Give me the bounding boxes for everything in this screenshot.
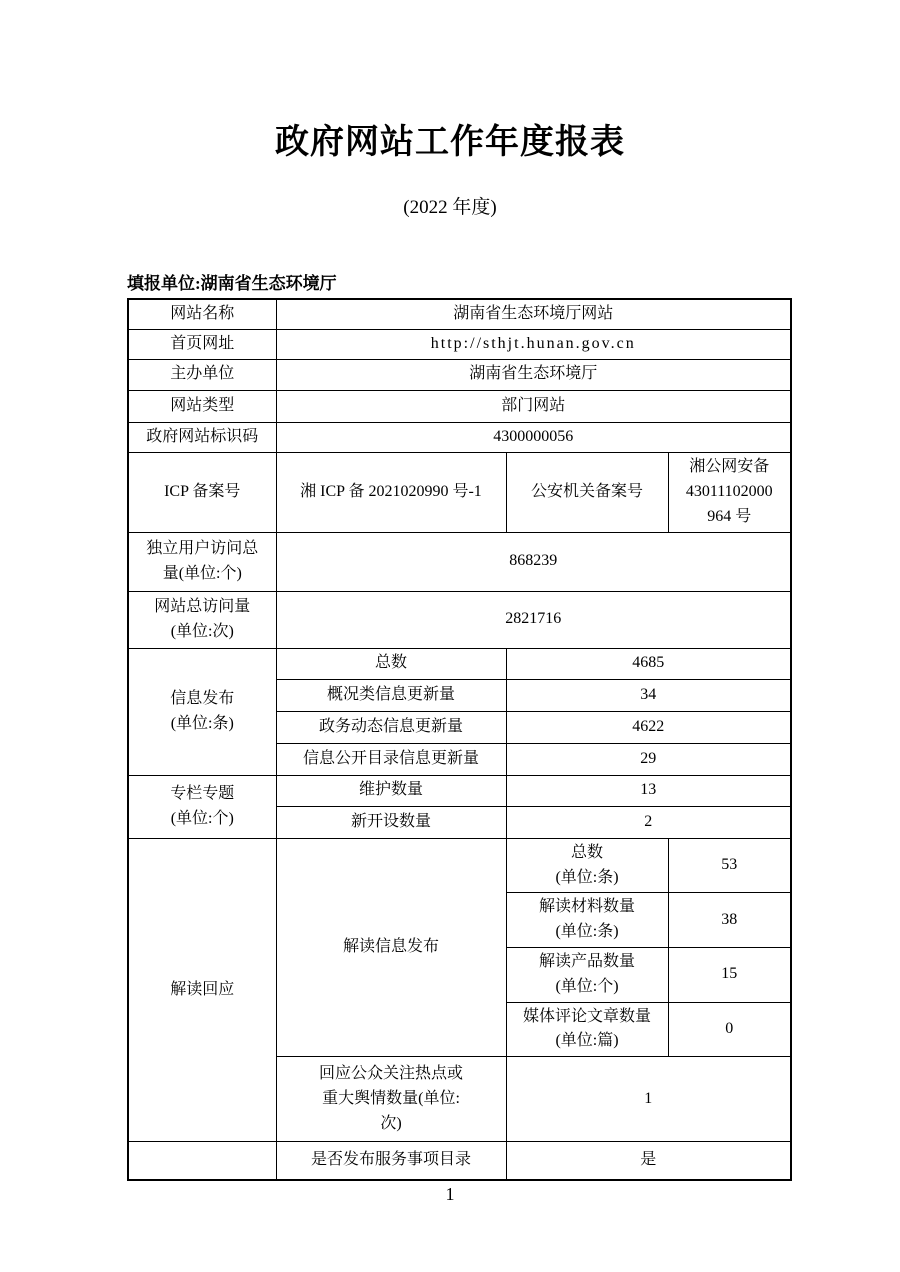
gov-news-updates-value: 4622	[506, 711, 791, 743]
gov-news-updates-label: 政务动态信息更新量	[276, 711, 506, 743]
table-row	[128, 1142, 791, 1180]
total-visits-label: 网站总访问量 (单位:次)	[128, 591, 276, 648]
sponsor-unit-value: 湖南省生态环境厅	[276, 359, 791, 390]
table-row	[128, 591, 791, 648]
overview-updates-label: 概况类信息更新量	[276, 679, 506, 711]
hotspot-response-value: 1	[506, 1057, 791, 1142]
interpretation-materials-label: 解读材料数量 (单位:条)	[506, 893, 668, 948]
website-type-value: 部门网站	[276, 390, 791, 422]
website-name-value: 湖南省生态环境厅网站	[276, 299, 791, 329]
interpretation-publish-label: 解读信息发布	[276, 838, 506, 1056]
website-name-label: 网站名称	[128, 299, 276, 329]
homepage-url-label: 首页网址	[128, 329, 276, 359]
website-type-label: 网站类型	[128, 390, 276, 422]
maintained-columns-label: 维护数量	[276, 775, 506, 806]
site-id-code-label: 政府网站标识码	[128, 422, 276, 452]
unique-visitors-label: 独立用户访问总 量(单位:个)	[128, 532, 276, 591]
table-row	[128, 299, 791, 329]
table-row	[128, 452, 791, 532]
interpretation-materials-value: 38	[668, 893, 791, 948]
service-catalog-value: 是	[506, 1142, 791, 1180]
interpretation-total-label: 总数 (单位:条)	[506, 838, 668, 893]
hotspot-response-label: 回应公众关注热点或 重大舆情数量(单位: 次)	[276, 1057, 506, 1142]
table-row	[128, 775, 791, 806]
maintained-columns-value: 13	[506, 775, 791, 806]
icp-license-value: 湘 ICP 备 2021020990 号-1	[276, 452, 506, 532]
media-commentary-label: 媒体评论文章数量 (单位:篇)	[506, 1002, 668, 1057]
disclosure-directory-updates-value: 29	[506, 743, 791, 775]
info-publish-group-label: 信息发布 (单位:条)	[128, 648, 276, 775]
interpretation-group-label: 解读回应	[128, 838, 276, 1141]
annual-report-table	[127, 298, 792, 1181]
page-number: 1	[445, 1184, 455, 1204]
special-columns-group-label: 专栏专题 (单位:个)	[128, 775, 276, 838]
police-license-value: 湘公网安备 43011102000 964 号	[668, 452, 791, 532]
table-row	[128, 422, 791, 452]
total-visits-value: 2821716	[276, 591, 791, 648]
table-row	[128, 532, 791, 591]
page-subtitle: (2022 年度)	[403, 197, 497, 218]
interpretation-products-label: 解读产品数量 (单位:个)	[506, 947, 668, 1002]
icp-license-label: ICP 备案号	[128, 452, 276, 532]
empty-cell	[128, 1142, 276, 1180]
service-catalog-label: 是否发布服务事项目录	[276, 1142, 506, 1180]
table-row	[128, 390, 791, 422]
page-title: 政府网站工作年度报表	[275, 122, 625, 162]
interpretation-products-value: 15	[668, 947, 791, 1002]
unique-visitors-value: 868239	[276, 532, 791, 591]
reporting-unit-label: 填报单位:湖南省生态环境厅	[127, 274, 337, 293]
homepage-url-value: http://sthjt.hunan.gov.cn	[276, 329, 791, 359]
table-row	[128, 838, 791, 893]
table-row	[128, 329, 791, 359]
new-columns-label: 新开设数量	[276, 806, 506, 838]
overview-updates-value: 34	[506, 679, 791, 711]
site-id-code-value: 4300000056	[276, 422, 791, 452]
sponsor-unit-label: 主办单位	[128, 359, 276, 390]
info-publish-total-label: 总数	[276, 648, 506, 679]
table-row	[128, 648, 791, 679]
new-columns-value: 2	[506, 806, 791, 838]
info-publish-total-value: 4685	[506, 648, 791, 679]
disclosure-directory-updates-label: 信息公开目录信息更新量	[276, 743, 506, 775]
table-row	[128, 359, 791, 390]
interpretation-total-value: 53	[668, 838, 791, 893]
police-license-label: 公安机关备案号	[506, 452, 668, 532]
media-commentary-value: 0	[668, 1002, 791, 1057]
